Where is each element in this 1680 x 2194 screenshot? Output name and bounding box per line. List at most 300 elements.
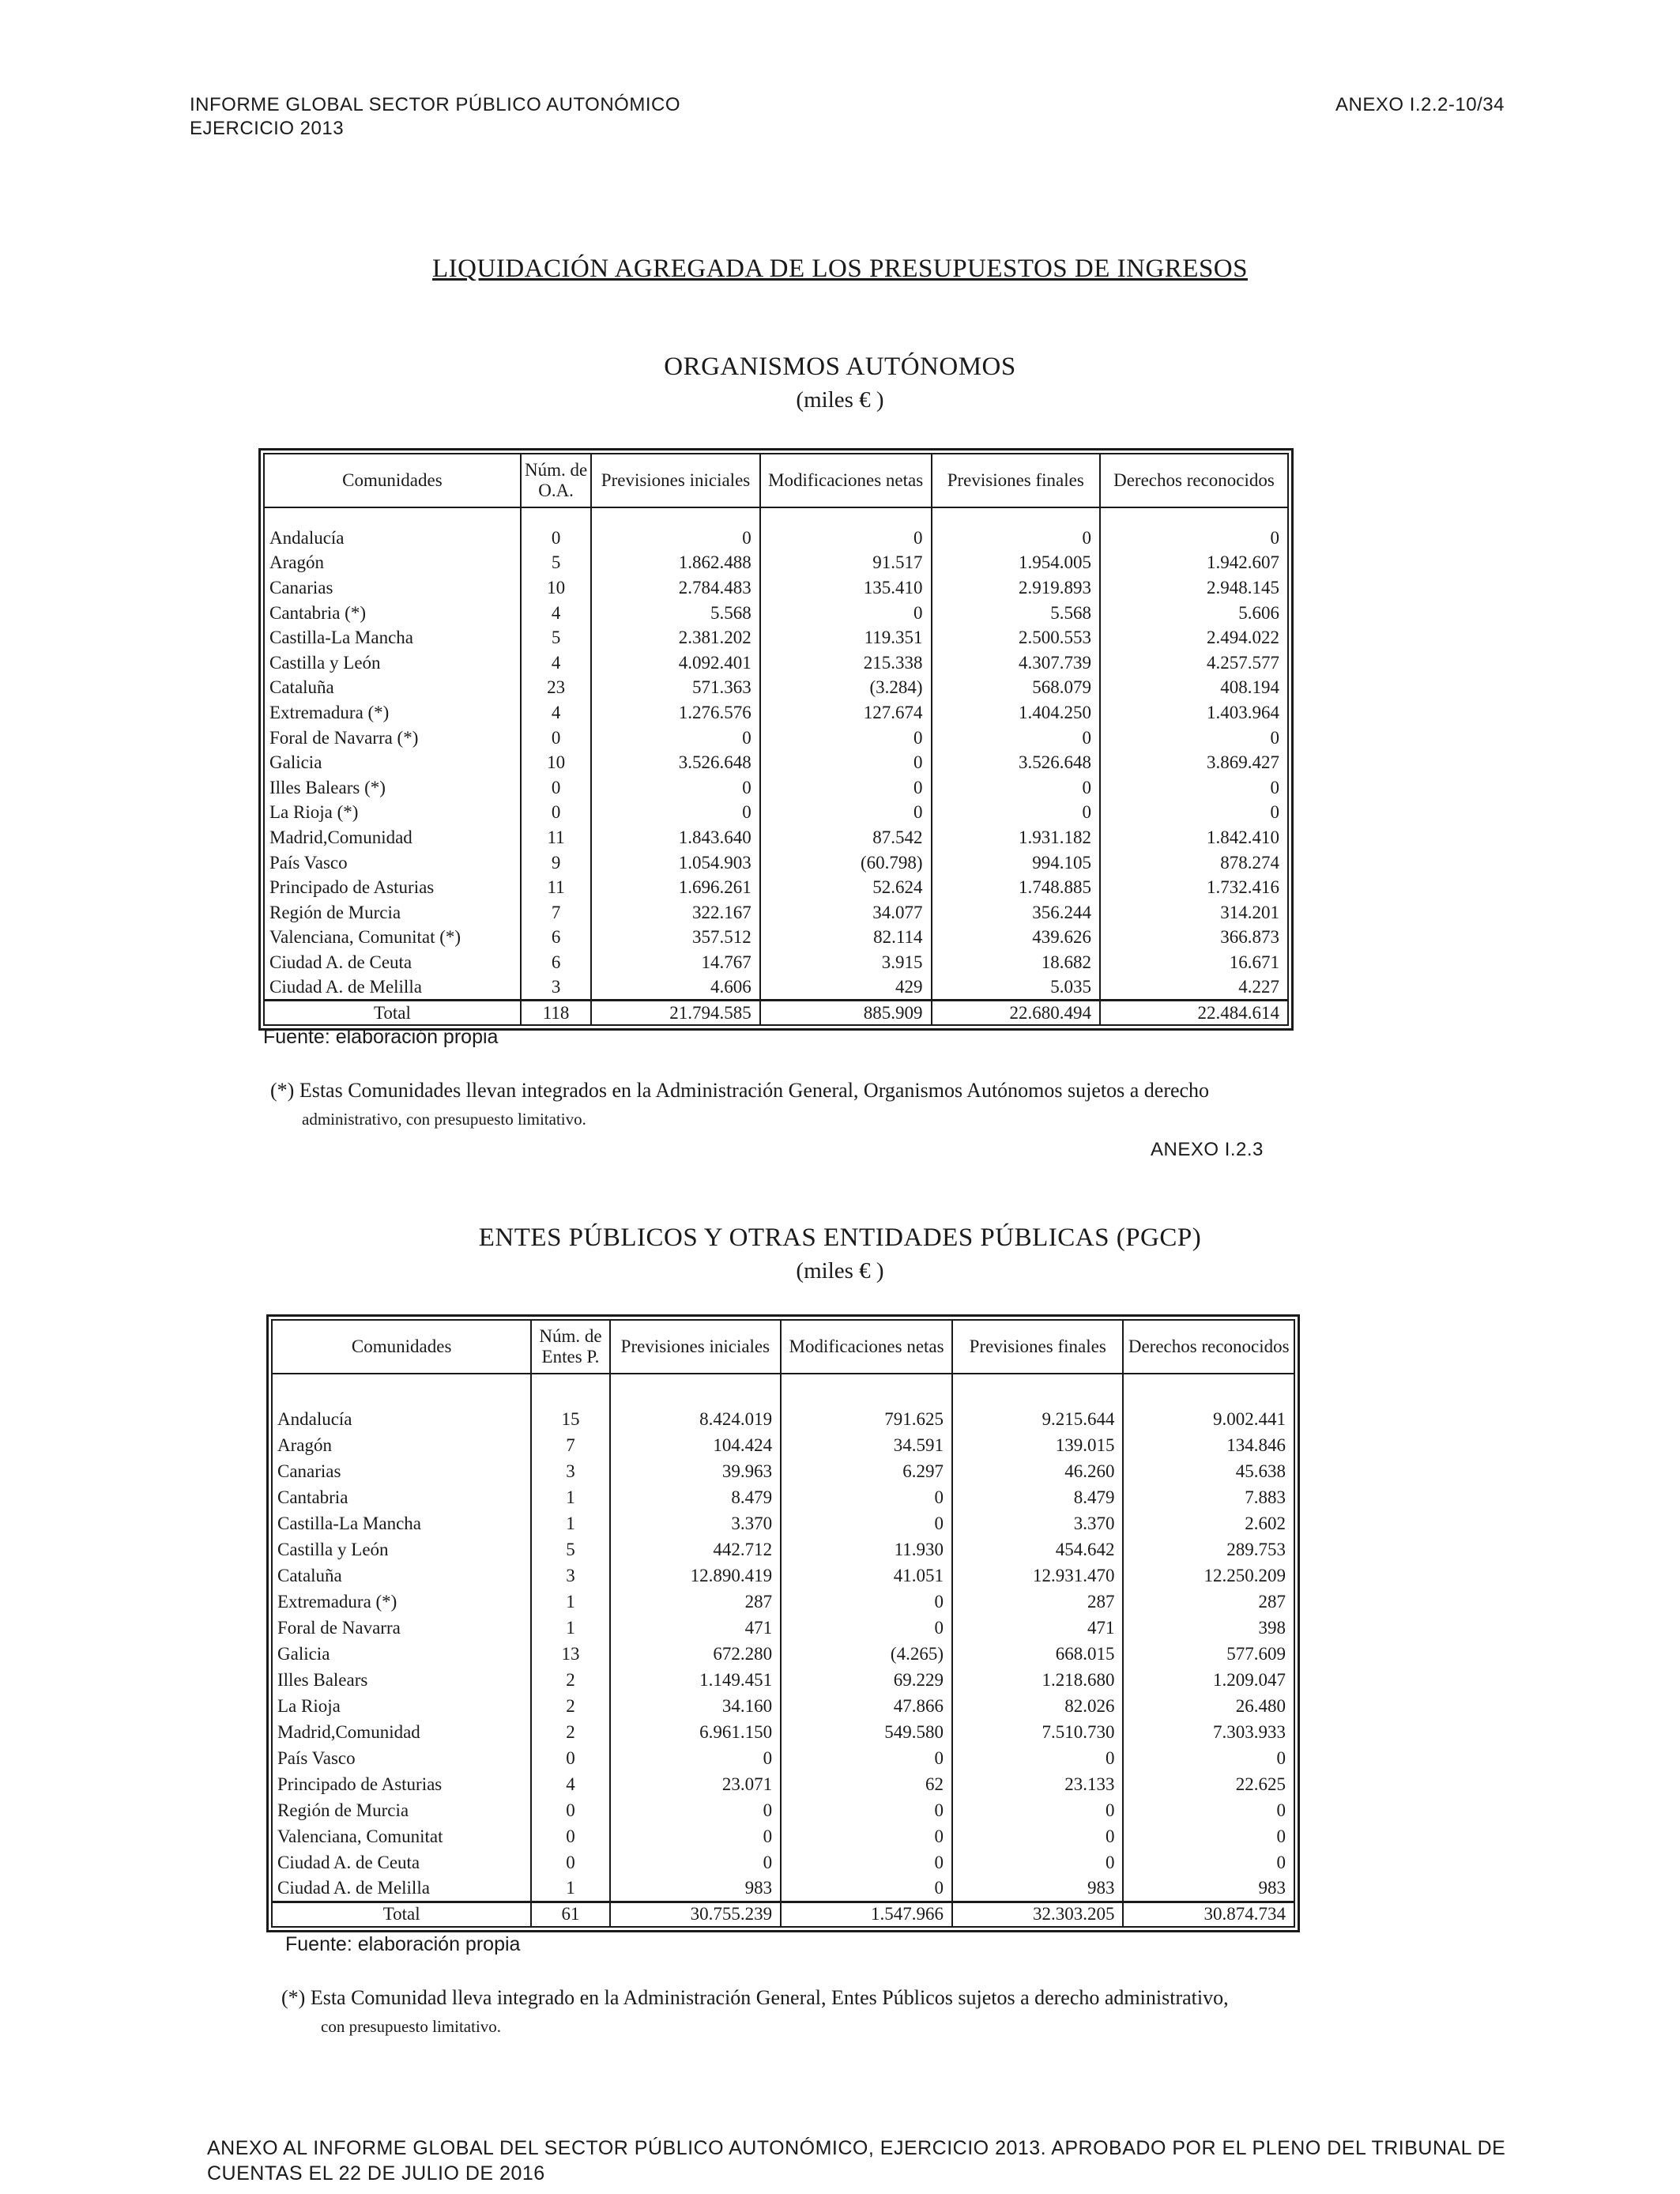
cell-derechos: 1.942.607 bbox=[1100, 551, 1288, 576]
footer-line-2: CUENTAS EL 22 DE JULIO DE 2016 bbox=[207, 2162, 545, 2185]
cell-modificaciones: 0 bbox=[781, 1510, 952, 1536]
total-modificaciones: 1.547.966 bbox=[781, 1902, 952, 1927]
cell-comunidad: Illes Balears bbox=[272, 1667, 531, 1693]
cell-count: 0 bbox=[531, 1745, 609, 1771]
main-title: LIQUIDACIÓN AGREGADA DE LOS PRESUPUESTOS DE INGRESOS bbox=[432, 254, 1248, 283]
table-row bbox=[272, 1484, 1294, 1510]
table-row bbox=[272, 1849, 1294, 1875]
table-row bbox=[264, 850, 1288, 876]
cell-derechos: 0 bbox=[1123, 1745, 1294, 1771]
cell-derechos: 22.625 bbox=[1123, 1771, 1294, 1797]
table-row bbox=[272, 1458, 1294, 1484]
cell-derechos: 366.873 bbox=[1100, 925, 1288, 951]
cell-modificaciones: 0 bbox=[781, 1875, 952, 1902]
cell-comunidad: Ciudad A. de Ceuta bbox=[264, 950, 521, 975]
cell-comunidad: Canarias bbox=[264, 575, 521, 601]
cell-modificaciones: 34.591 bbox=[781, 1432, 952, 1458]
cell-derechos: 7.883 bbox=[1123, 1484, 1294, 1510]
cell-previsiones-finales: 668.015 bbox=[952, 1641, 1123, 1667]
annex-reference: ANEXO I.2.2-10/34 bbox=[1335, 94, 1505, 115]
cell-previsiones-finales: 18.682 bbox=[932, 950, 1100, 975]
col-header-comunidades: Comunidades bbox=[272, 1320, 531, 1374]
cell-derechos: 0 bbox=[1100, 526, 1288, 551]
report-header bbox=[190, 93, 680, 141]
cell-count: 0 bbox=[521, 526, 591, 551]
table-row bbox=[272, 1406, 1294, 1432]
total-label: Total bbox=[272, 1902, 531, 1927]
cell-modificaciones: 127.674 bbox=[760, 700, 932, 726]
cell-derechos: 314.201 bbox=[1100, 900, 1288, 925]
cell-previsiones-iniciales: 3.526.648 bbox=[591, 750, 759, 775]
cell-previsiones-finales: 2.919.893 bbox=[932, 575, 1100, 601]
cell-previsiones-finales: 0 bbox=[932, 801, 1100, 826]
cell-previsiones-finales: 82.026 bbox=[952, 1693, 1123, 1719]
cell-previsiones-finales: 3.370 bbox=[952, 1510, 1123, 1536]
cell-modificaciones: 0 bbox=[760, 801, 932, 826]
cell-previsiones-iniciales: 14.767 bbox=[591, 950, 759, 975]
cell-previsiones-finales: 2.500.553 bbox=[932, 625, 1100, 650]
table-row bbox=[272, 1771, 1294, 1797]
cell-previsiones-finales: 568.079 bbox=[932, 676, 1100, 701]
cell-previsiones-iniciales: 4.606 bbox=[591, 975, 759, 1001]
spacer-cell bbox=[1123, 1374, 1294, 1406]
cell-modificaciones: 47.866 bbox=[781, 1693, 952, 1719]
cell-count: 0 bbox=[521, 801, 591, 826]
cell-comunidad: Illes Balears (*) bbox=[264, 775, 521, 801]
cell-previsiones-finales: 1.931.182 bbox=[932, 825, 1100, 850]
col-header-derechos: Derechos reconocidos bbox=[1123, 1320, 1294, 1374]
cell-modificaciones: 0 bbox=[760, 750, 932, 775]
col-header-previsiones-iniciales: Previsiones iniciales bbox=[610, 1320, 781, 1374]
cell-count: 6 bbox=[521, 925, 591, 951]
cell-count: 13 bbox=[531, 1641, 609, 1667]
cell-previsiones-finales: 0 bbox=[932, 726, 1100, 751]
section2-table bbox=[271, 1319, 1295, 1928]
cell-count: 5 bbox=[521, 551, 591, 576]
col-header-previsiones-finales: Previsiones finales bbox=[932, 454, 1100, 507]
cell-count: 0 bbox=[531, 1797, 609, 1823]
cell-previsiones-iniciales: 1.149.451 bbox=[610, 1667, 781, 1693]
cell-count: 23 bbox=[521, 676, 591, 701]
spacer-cell bbox=[610, 1374, 781, 1406]
table-row bbox=[272, 1615, 1294, 1641]
cell-previsiones-iniciales: 0 bbox=[591, 526, 759, 551]
total-derechos: 30.874.734 bbox=[1123, 1902, 1294, 1927]
cell-previsiones-finales: 1.404.250 bbox=[932, 700, 1100, 726]
table-row bbox=[264, 726, 1288, 751]
cell-count: 3 bbox=[521, 975, 591, 1001]
section2-table-frame bbox=[266, 1314, 1300, 1932]
cell-modificaciones: (3.284) bbox=[760, 676, 932, 701]
report-org-line: INFORME GLOBAL SECTOR PÚBLICO AUTONÓMICO bbox=[190, 94, 680, 115]
cell-modificaciones: 0 bbox=[760, 601, 932, 626]
table-row bbox=[264, 551, 1288, 576]
cell-derechos: 577.609 bbox=[1123, 1641, 1294, 1667]
cell-count: 0 bbox=[531, 1849, 609, 1875]
cell-previsiones-iniciales: 34.160 bbox=[610, 1693, 781, 1719]
cell-comunidad: Región de Murcia bbox=[264, 900, 521, 925]
cell-count: 2 bbox=[531, 1719, 609, 1745]
cell-previsiones-iniciales: 0 bbox=[591, 801, 759, 826]
col-header-modificaciones: Modificaciones netas bbox=[781, 1320, 952, 1374]
cell-comunidad: Aragón bbox=[272, 1432, 531, 1458]
cell-previsiones-iniciales: 2.381.202 bbox=[591, 625, 759, 650]
cell-previsiones-iniciales: 0 bbox=[591, 726, 759, 751]
cell-derechos: 16.671 bbox=[1100, 950, 1288, 975]
cell-previsiones-iniciales: 471 bbox=[610, 1615, 781, 1641]
total-row bbox=[272, 1902, 1294, 1927]
cell-modificaciones: 11.930 bbox=[781, 1536, 952, 1563]
table-row bbox=[264, 601, 1288, 626]
section1-footnote-cont: administrativo, con presupuesto limitativo. bbox=[302, 1110, 586, 1129]
table-row bbox=[264, 526, 1288, 551]
total-count: 118 bbox=[521, 1000, 591, 1025]
cell-derechos: 134.846 bbox=[1123, 1432, 1294, 1458]
section2-footnote: (*) Esta Comunidad lleva integrado en la Administración General, Entes Públicos sujetos a derecho administrativo, bbox=[281, 1986, 1229, 2009]
cell-previsiones-finales: 0 bbox=[932, 775, 1100, 801]
cell-comunidad: Castilla-La Mancha bbox=[272, 1510, 531, 1536]
cell-derechos: 7.303.933 bbox=[1123, 1719, 1294, 1745]
table-row bbox=[272, 1719, 1294, 1745]
table-row bbox=[272, 1432, 1294, 1458]
table-row bbox=[264, 825, 1288, 850]
total-previsiones-finales: 32.303.205 bbox=[952, 1902, 1123, 1927]
cell-modificaciones: 0 bbox=[781, 1823, 952, 1849]
cell-previsiones-finales: 12.931.470 bbox=[952, 1563, 1123, 1589]
cell-derechos: 289.753 bbox=[1123, 1536, 1294, 1563]
section2-subtitle: (miles € ) bbox=[796, 1258, 884, 1284]
cell-modificaciones: 791.625 bbox=[781, 1406, 952, 1432]
cell-previsiones-iniciales: 12.890.419 bbox=[610, 1563, 781, 1589]
spacer-cell bbox=[932, 507, 1100, 526]
table-row bbox=[264, 950, 1288, 975]
cell-count: 1 bbox=[531, 1589, 609, 1615]
cell-count: 5 bbox=[521, 625, 591, 650]
cell-derechos: 1.842.410 bbox=[1100, 825, 1288, 850]
table-row bbox=[272, 1589, 1294, 1615]
cell-derechos: 0 bbox=[1123, 1849, 1294, 1875]
cell-count: 4 bbox=[531, 1771, 609, 1797]
cell-modificaciones: 215.338 bbox=[760, 650, 932, 676]
cell-previsiones-iniciales: 0 bbox=[610, 1797, 781, 1823]
table-row bbox=[264, 650, 1288, 676]
section2-footnote-cont: con presupuesto limitativo. bbox=[321, 2017, 502, 2036]
total-count: 61 bbox=[531, 1902, 609, 1927]
table-row bbox=[264, 775, 1288, 801]
cell-comunidad: Cataluña bbox=[264, 676, 521, 701]
spacer-cell bbox=[1100, 507, 1288, 526]
cell-comunidad: Ciudad A. de Melilla bbox=[264, 975, 521, 1001]
section1-table-frame bbox=[258, 448, 1294, 1031]
cell-previsiones-iniciales: 0 bbox=[610, 1849, 781, 1875]
section1-subtitle: (miles € ) bbox=[796, 387, 884, 413]
cell-comunidad: Extremadura (*) bbox=[264, 700, 521, 726]
cell-previsiones-finales: 46.260 bbox=[952, 1458, 1123, 1484]
cell-modificaciones: 549.580 bbox=[781, 1719, 952, 1745]
cell-derechos: 0 bbox=[1123, 1823, 1294, 1849]
footer-line-1: ANEXO AL INFORME GLOBAL DEL SECTOR PÚBLICO AUTONÓMICO, EJERCICIO 2013. APROBADO POR EL PLENO DEL TRIBUNAL DE bbox=[207, 2137, 1506, 2159]
total-label: Total bbox=[264, 1000, 521, 1025]
section2-header-row bbox=[272, 1320, 1294, 1374]
cell-comunidad: La Rioja (*) bbox=[264, 801, 521, 826]
cell-previsiones-finales: 0 bbox=[932, 526, 1100, 551]
cell-previsiones-finales: 4.307.739 bbox=[932, 650, 1100, 676]
col-header-derechos: Derechos reconocidos bbox=[1100, 454, 1288, 507]
cell-comunidad: Madrid,Comunidad bbox=[272, 1719, 531, 1745]
cell-previsiones-iniciales: 983 bbox=[610, 1875, 781, 1902]
section2-title: ENTES PÚBLICOS Y OTRAS ENTIDADES PÚBLICAS (PGCP) bbox=[478, 1223, 1202, 1252]
cell-previsiones-iniciales: 1.696.261 bbox=[591, 875, 759, 900]
cell-previsiones-iniciales: 1.843.640 bbox=[591, 825, 759, 850]
cell-count: 11 bbox=[521, 875, 591, 900]
cell-previsiones-finales: 994.105 bbox=[932, 850, 1100, 876]
cell-modificaciones: 0 bbox=[781, 1484, 952, 1510]
cell-comunidad: Castilla y León bbox=[264, 650, 521, 676]
cell-previsiones-iniciales: 8.479 bbox=[610, 1484, 781, 1510]
spacer-cell bbox=[952, 1374, 1123, 1406]
cell-modificaciones: 0 bbox=[781, 1745, 952, 1771]
cell-count: 4 bbox=[521, 601, 591, 626]
cell-previsiones-iniciales: 3.370 bbox=[610, 1510, 781, 1536]
cell-comunidad: Cataluña bbox=[272, 1563, 531, 1589]
cell-derechos: 45.638 bbox=[1123, 1458, 1294, 1484]
spacer-cell bbox=[760, 507, 932, 526]
cell-previsiones-finales: 1.218.680 bbox=[952, 1667, 1123, 1693]
table-row bbox=[272, 1745, 1294, 1771]
cell-comunidad: Foral de Navarra (*) bbox=[264, 726, 521, 751]
cell-comunidad: País Vasco bbox=[264, 850, 521, 876]
cell-count: 3 bbox=[531, 1458, 609, 1484]
cell-previsiones-finales: 5.568 bbox=[932, 601, 1100, 626]
cell-previsiones-finales: 3.526.648 bbox=[932, 750, 1100, 775]
section1-footnote: (*) Estas Comunidades llevan integrados en la Administración General, Organismos Autónomos sujetos a derecho bbox=[270, 1079, 1210, 1102]
cell-previsiones-iniciales: 672.280 bbox=[610, 1641, 781, 1667]
table-row bbox=[272, 1536, 1294, 1563]
cell-comunidad: Extremadura (*) bbox=[272, 1589, 531, 1615]
table-row bbox=[272, 1823, 1294, 1849]
cell-previsiones-finales: 471 bbox=[952, 1615, 1123, 1641]
spacer-cell bbox=[272, 1374, 531, 1406]
cell-previsiones-finales: 7.510.730 bbox=[952, 1719, 1123, 1745]
spacer-row bbox=[264, 507, 1288, 526]
total-row bbox=[264, 1000, 1288, 1025]
cell-modificaciones: 91.517 bbox=[760, 551, 932, 576]
cell-comunidad: La Rioja bbox=[272, 1693, 531, 1719]
cell-derechos: 4.227 bbox=[1100, 975, 1288, 1001]
cell-modificaciones: 69.229 bbox=[781, 1667, 952, 1693]
cell-modificaciones: 52.624 bbox=[760, 875, 932, 900]
cell-modificaciones: 0 bbox=[760, 726, 932, 751]
cell-derechos: 26.480 bbox=[1123, 1693, 1294, 1719]
cell-count: 2 bbox=[531, 1667, 609, 1693]
cell-comunidad: Cantabria (*) bbox=[264, 601, 521, 626]
total-previsiones-iniciales: 30.755.239 bbox=[610, 1902, 781, 1927]
cell-modificaciones: (4.265) bbox=[781, 1641, 952, 1667]
section1-title: ORGANISMOS AUTÓNOMOS bbox=[664, 352, 1016, 381]
section2-source: Fuente: elaboración propia bbox=[285, 1933, 521, 1955]
table-row bbox=[264, 575, 1288, 601]
cell-previsiones-iniciales: 104.424 bbox=[610, 1432, 781, 1458]
cell-derechos: 5.606 bbox=[1100, 601, 1288, 626]
cell-previsiones-iniciales: 442.712 bbox=[610, 1536, 781, 1563]
cell-previsiones-iniciales: 357.512 bbox=[591, 925, 759, 951]
cell-previsiones-finales: 0 bbox=[952, 1745, 1123, 1771]
cell-count: 0 bbox=[521, 726, 591, 751]
cell-previsiones-iniciales: 4.092.401 bbox=[591, 650, 759, 676]
spacer-cell bbox=[264, 507, 521, 526]
cell-derechos: 1.403.964 bbox=[1100, 700, 1288, 726]
cell-previsiones-iniciales: 0 bbox=[610, 1745, 781, 1771]
table-row bbox=[264, 975, 1288, 1001]
cell-previsiones-finales: 0 bbox=[952, 1823, 1123, 1849]
cell-count: 3 bbox=[531, 1563, 609, 1589]
cell-modificaciones: 0 bbox=[781, 1797, 952, 1823]
cell-derechos: 1.209.047 bbox=[1123, 1667, 1294, 1693]
cell-previsiones-iniciales: 0 bbox=[610, 1823, 781, 1849]
cell-previsiones-iniciales: 8.424.019 bbox=[610, 1406, 781, 1432]
cell-modificaciones: 0 bbox=[760, 775, 932, 801]
table-row bbox=[264, 750, 1288, 775]
cell-previsiones-finales: 8.479 bbox=[952, 1484, 1123, 1510]
spacer-cell bbox=[531, 1374, 609, 1406]
cell-modificaciones: 34.077 bbox=[760, 900, 932, 925]
table-row bbox=[264, 900, 1288, 925]
cell-comunidad: Castilla y León bbox=[272, 1536, 531, 1563]
cell-comunidad: Región de Murcia bbox=[272, 1797, 531, 1823]
cell-count: 4 bbox=[521, 650, 591, 676]
cell-comunidad: Andalucía bbox=[264, 526, 521, 551]
cell-comunidad: Aragón bbox=[264, 551, 521, 576]
cell-count: 15 bbox=[531, 1406, 609, 1432]
cell-previsiones-finales: 0 bbox=[952, 1797, 1123, 1823]
cell-derechos: 983 bbox=[1123, 1875, 1294, 1902]
col-header-count: Núm. de Entes P. bbox=[531, 1320, 609, 1374]
cell-comunidad: Canarias bbox=[272, 1458, 531, 1484]
table-row bbox=[272, 1641, 1294, 1667]
cell-derechos: 2.494.022 bbox=[1100, 625, 1288, 650]
table-row bbox=[272, 1510, 1294, 1536]
cell-modificaciones: 135.410 bbox=[760, 575, 932, 601]
table-row bbox=[264, 925, 1288, 951]
table-row bbox=[272, 1797, 1294, 1823]
cell-derechos: 408.194 bbox=[1100, 676, 1288, 701]
cell-comunidad: Castilla-La Mancha bbox=[264, 625, 521, 650]
cell-previsiones-finales: 23.133 bbox=[952, 1771, 1123, 1797]
cell-derechos: 4.257.577 bbox=[1100, 650, 1288, 676]
annex-reference-2: ANEXO I.2.3 bbox=[1151, 1139, 1264, 1160]
cell-count: 1 bbox=[531, 1510, 609, 1536]
spacer-row bbox=[272, 1374, 1294, 1406]
cell-comunidad: Foral de Navarra bbox=[272, 1615, 531, 1641]
cell-comunidad: Principado de Asturias bbox=[272, 1771, 531, 1797]
cell-count: 10 bbox=[521, 750, 591, 775]
col-header-modificaciones: Modificaciones netas bbox=[760, 454, 932, 507]
cell-comunidad: Galicia bbox=[264, 750, 521, 775]
cell-modificaciones: 62 bbox=[781, 1771, 952, 1797]
cell-derechos: 287 bbox=[1123, 1589, 1294, 1615]
cell-previsiones-finales: 983 bbox=[952, 1875, 1123, 1902]
cell-comunidad: Principado de Asturias bbox=[264, 875, 521, 900]
cell-derechos: 878.274 bbox=[1100, 850, 1288, 876]
total-derechos: 22.484.614 bbox=[1100, 1000, 1288, 1025]
cell-count: 7 bbox=[521, 900, 591, 925]
cell-derechos: 0 bbox=[1100, 775, 1288, 801]
table-row bbox=[264, 801, 1288, 826]
cell-modificaciones: 119.351 bbox=[760, 625, 932, 650]
cell-count: 11 bbox=[521, 825, 591, 850]
cell-previsiones-iniciales: 1.862.488 bbox=[591, 551, 759, 576]
cell-modificaciones: 0 bbox=[781, 1589, 952, 1615]
cell-count: 1 bbox=[531, 1484, 609, 1510]
cell-previsiones-finales: 9.215.644 bbox=[952, 1406, 1123, 1432]
cell-count: 6 bbox=[521, 950, 591, 975]
cell-previsiones-iniciales: 39.963 bbox=[610, 1458, 781, 1484]
table-row bbox=[264, 875, 1288, 900]
table-row bbox=[264, 676, 1288, 701]
cell-previsiones-finales: 287 bbox=[952, 1589, 1123, 1615]
spacer-cell bbox=[521, 507, 591, 526]
cell-comunidad: Valenciana, Comunitat (*) bbox=[264, 925, 521, 951]
cell-modificaciones: 6.297 bbox=[781, 1458, 952, 1484]
col-header-comunidades: Comunidades bbox=[264, 454, 521, 507]
cell-derechos: 398 bbox=[1123, 1615, 1294, 1641]
spacer-cell bbox=[591, 507, 759, 526]
cell-comunidad: Galicia bbox=[272, 1641, 531, 1667]
cell-derechos: 0 bbox=[1100, 726, 1288, 751]
section1-source: Fuente: elaboración propia bbox=[263, 1026, 499, 1048]
total-modificaciones: 885.909 bbox=[760, 1000, 932, 1025]
cell-comunidad: Ciudad A. de Ceuta bbox=[272, 1849, 531, 1875]
cell-derechos: 2.948.145 bbox=[1100, 575, 1288, 601]
table-row bbox=[272, 1875, 1294, 1902]
cell-derechos: 2.602 bbox=[1123, 1510, 1294, 1536]
cell-previsiones-finales: 439.626 bbox=[932, 925, 1100, 951]
page-footer bbox=[207, 2136, 1505, 2186]
cell-previsiones-iniciales: 6.961.150 bbox=[610, 1719, 781, 1745]
cell-count: 2 bbox=[531, 1693, 609, 1719]
cell-count: 9 bbox=[521, 850, 591, 876]
cell-previsiones-finales: 0 bbox=[952, 1849, 1123, 1875]
cell-count: 1 bbox=[531, 1875, 609, 1902]
cell-previsiones-iniciales: 571.363 bbox=[591, 676, 759, 701]
cell-previsiones-finales: 1.748.885 bbox=[932, 875, 1100, 900]
cell-previsiones-iniciales: 1.054.903 bbox=[591, 850, 759, 876]
cell-count: 5 bbox=[531, 1536, 609, 1563]
section1-table bbox=[263, 453, 1289, 1026]
cell-previsiones-finales: 1.954.005 bbox=[932, 551, 1100, 576]
cell-comunidad: Valenciana, Comunitat bbox=[272, 1823, 531, 1849]
cell-modificaciones: 87.542 bbox=[760, 825, 932, 850]
cell-comunidad: Cantabria bbox=[272, 1484, 531, 1510]
table-row bbox=[272, 1563, 1294, 1589]
col-header-count: Núm. de O.A. bbox=[521, 454, 591, 507]
cell-count: 7 bbox=[531, 1432, 609, 1458]
report-year-line: EJERCICIO 2013 bbox=[190, 118, 345, 139]
cell-modificaciones: 82.114 bbox=[760, 925, 932, 951]
cell-count: 0 bbox=[531, 1823, 609, 1849]
col-header-previsiones-iniciales: Previsiones iniciales bbox=[591, 454, 759, 507]
cell-count: 1 bbox=[531, 1615, 609, 1641]
cell-derechos: 0 bbox=[1123, 1797, 1294, 1823]
cell-previsiones-iniciales: 1.276.576 bbox=[591, 700, 759, 726]
cell-comunidad: Andalucía bbox=[272, 1406, 531, 1432]
table-row bbox=[272, 1693, 1294, 1719]
cell-modificaciones: 429 bbox=[760, 975, 932, 1001]
cell-previsiones-iniciales: 322.167 bbox=[591, 900, 759, 925]
cell-count: 4 bbox=[521, 700, 591, 726]
cell-previsiones-iniciales: 5.568 bbox=[591, 601, 759, 626]
cell-previsiones-iniciales: 287 bbox=[610, 1589, 781, 1615]
